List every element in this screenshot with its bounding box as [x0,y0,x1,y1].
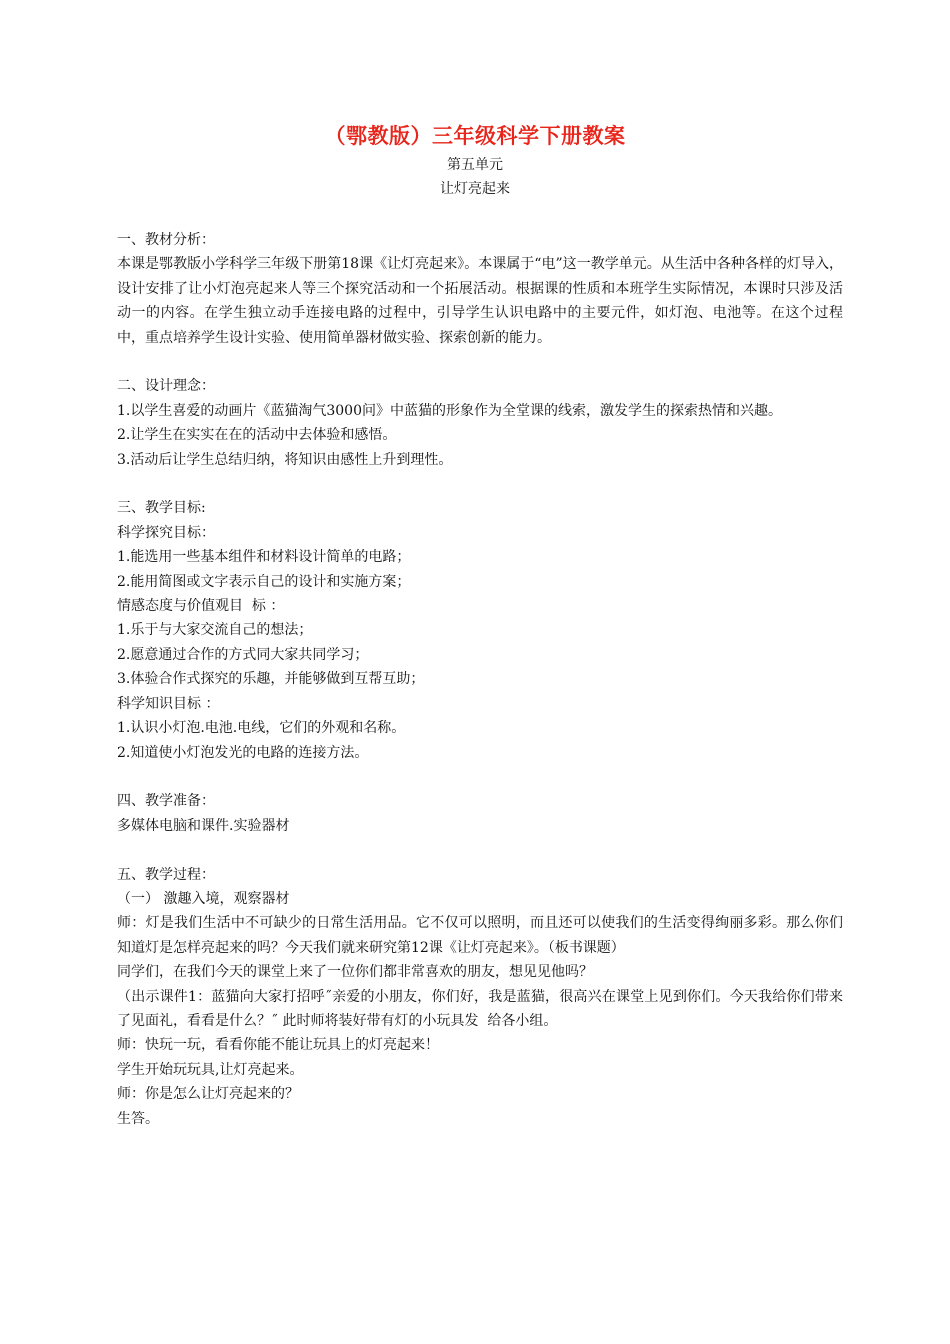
section-heading-analysis: 一、教材分析： [117,232,215,248]
lesson-title: 让灯亮起来 [440,181,510,197]
paragraph: 科学探究目标： [117,524,215,541]
section-gap [117,765,843,789]
paragraph: 本课是鄂教版小学科学三年级下册第18课《让灯亮起来》。本课属于“电”这一教学单元。从生活中各种各样的灯导入，设计安排了让小灯泡亮起来人等三个探究活动和一个拓展活动。根据课的性质和本班学生实际情况，本课时只涉及活动一的内容。在学生独立动手连接电路的过程中，引导学生认识电路中的主要元件，如灯泡、电池等。在这个过程中，重点培养学生设计实验、使用简单器材做实验、探索创新的能力。 [117,256,843,346]
paragraph: 2.让学生在实实在在的活动中去体验和感悟。 [117,427,397,444]
paragraph: 师：你是怎么让灯亮起来的？ [117,1086,299,1103]
document-title: （鄂教版）三年级科学下册教案 [324,123,626,148]
section-gap [117,838,843,862]
paragraph: （出示课件1：蓝猫向大家打招呼˝亲爱的小朋友，你们好，我是蓝猫，很高兴在课堂上见到你们。今天我给你们带来了见面礼，看看是什么？˝ 此时师将装好带有灯的小玩具发 给各小组。 [117,988,843,1029]
paragraph: 1.认识小灯泡.电池.电线，它们的外观和名称。 [117,720,406,737]
paragraph: 1.能选用一些基本组件和材料设计简单的电路； [117,549,411,566]
section-heading-concept: 二、设计理念： [117,378,215,395]
paragraph: 多媒体电脑和课件.实验器材 [117,817,290,834]
paragraph: 2.知道使小灯泡发光的电路的连接方法。 [117,744,369,761]
section-heading-process: 五、教学过程： [117,866,215,883]
paragraph: 生答。 [117,1110,159,1127]
section-heading-objectives: 三、教学目标: [117,500,206,517]
section-gap [117,350,843,374]
paragraph: 2.能用简图或文字表示自己的设计和实施方案； [117,573,411,590]
paragraph: 情感态度与价值观目 标 ： [117,598,285,615]
section-heading-preparation: 四、教学准备： [117,793,215,810]
paragraph: 1.以学生喜爱的动画片《蓝猫淘气3000问》中蓝猫的形象作为全堂课的线索，激发学生的探索热情和兴趣。 [117,402,782,419]
section-gap [117,472,843,496]
paragraph: 2.愿意通过合作的方式同大家共同学习； [117,646,369,663]
paragraph: 3.体验合作式探究的乐趣，并能够做到互帮互助； [117,671,425,688]
unit-label: 第五单元 [447,157,503,173]
paragraph: （一） 激趣入境，观察器材 [117,890,290,907]
paragraph: 师：快玩一玩，看看你能不能让玩具上的灯亮起来！ [117,1037,439,1054]
paragraph: 同学们，在我们今天的课堂上来了一位你们都非常喜欢的朋友，想见见他吗？ [117,964,593,981]
paragraph: 师：灯是我们生活中不可缺少的日常生活用品。它不仅可以照明，而且还可以使我们的生活变得绚丽多彩。那么你们知道灯是怎样亮起来的吗？今天我们就来研究第12课《让灯亮起来》。（板书课题） [117,915,843,956]
paragraph: 1.乐于与大家交流自己的想法； [117,622,313,639]
paragraph: 3.活动后让学生总结归纳，将知识由感性上升到理性。 [117,451,453,468]
paragraph: 学生开始玩玩具,让灯亮起来。 [117,1061,304,1078]
document-body [117,228,843,1131]
paragraph: 科学知识目标 ： [117,695,220,712]
